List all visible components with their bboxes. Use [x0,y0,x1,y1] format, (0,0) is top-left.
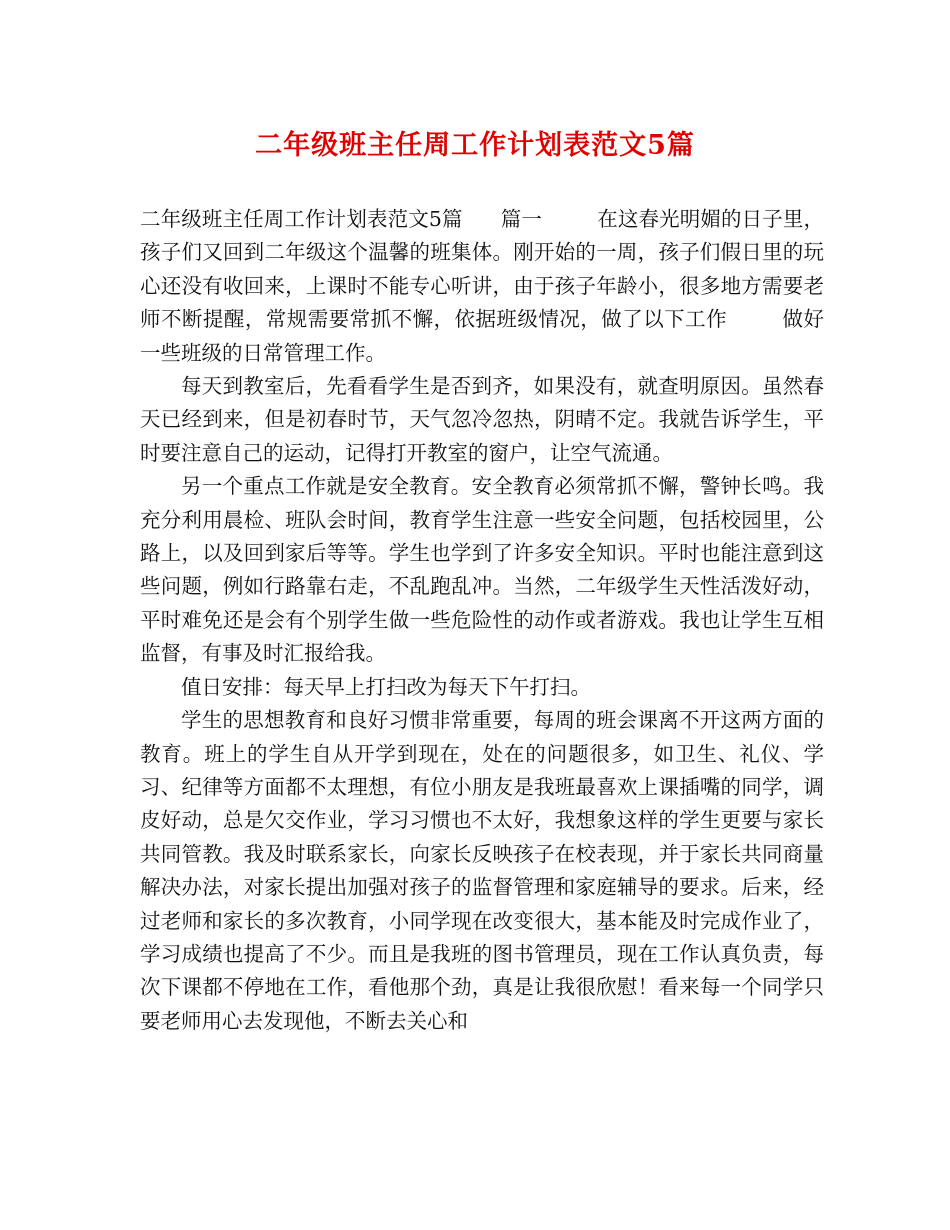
section-label: 篇一 [500,207,543,231]
intro-text-end: 做好一些班级的日常管理工作。 [140,307,825,365]
paragraph: 每天到教室后，先看看学生是否到齐，如果没有，就查明原因。虽然春天已经到来，但是初春时节，天气忽冷忽热，阴晴不定。我就告诉学生，平时要注意自己的运动，记得打开教室的窗户，让空气流通。 [140,374,824,465]
paragraph: 学生的思想教育和良好习惯非常重要，每周的班会课离不开这两方面的教育。班上的学生自从开学到现在，处在的问题很多，如卫生、礼仪、学习、纪律等方面都不太理想，有位小朋友是我班最喜欢上课插嘴的同学，调皮好动，总是欠交作业，学习习惯也不太好，我想象这样的学生更要与家长共同管教。我及时联系家长，向家长反映孩子在校表现，并于家长共同商量解决办法，对家长提出加强对孩子的监督管理和家庭辅导的要求。后来，经过老师和家长的多次教育，小同学现在改变很大，基本能及时完成作业了，学习成绩也提高了不少。而且是我班的图书管理员，现在工作认真负责，每次下课都不停地在工作，看他那个劲，真是让我很欣慰！看来每一个同学只要老师用心去发现他，不断去关心和 [140,708,824,1033]
intro-paragraph [140,203,824,370]
intro-text: 在这春光明媚的日子里，孩子们又回到二年级这个温馨的班集体。刚开始的一周，孩子们假日里的玩心还没有收回来，上课时不能专心听讲，由于孩子年龄小，很多地方需要老师不断提醒，常规需要常抓不懈，依据班级情况，做了以下工作 [140,207,825,332]
paragraph: 值日安排：每天早上打扫改为每天下午打扫。 [181,674,591,699]
intro-heading: 二年级班主任周工作计划表范文5篇 [140,207,463,231]
document-title: 二年级班主任周工作计划表范文5篇 [255,130,695,161]
paragraph: 另一个重点工作就是安全教育。安全教育必须常抓不懈，警钟长鸣。我充分利用晨检、班队会时间，教育学生注意一些安全问题，包括校园里，公路上，以及回到家后等等。学生也学到了许多安全知识。平时也能注意到这些问题，例如行路靠右走，不乱跑乱冲。当然，二年级学生天性活泼好动，平时难免还是会有个别学生做一些危险性的动作或者游戏。我也让学生互相监督，有事及时汇报给我。 [140,474,824,666]
document-body [140,203,824,1038]
